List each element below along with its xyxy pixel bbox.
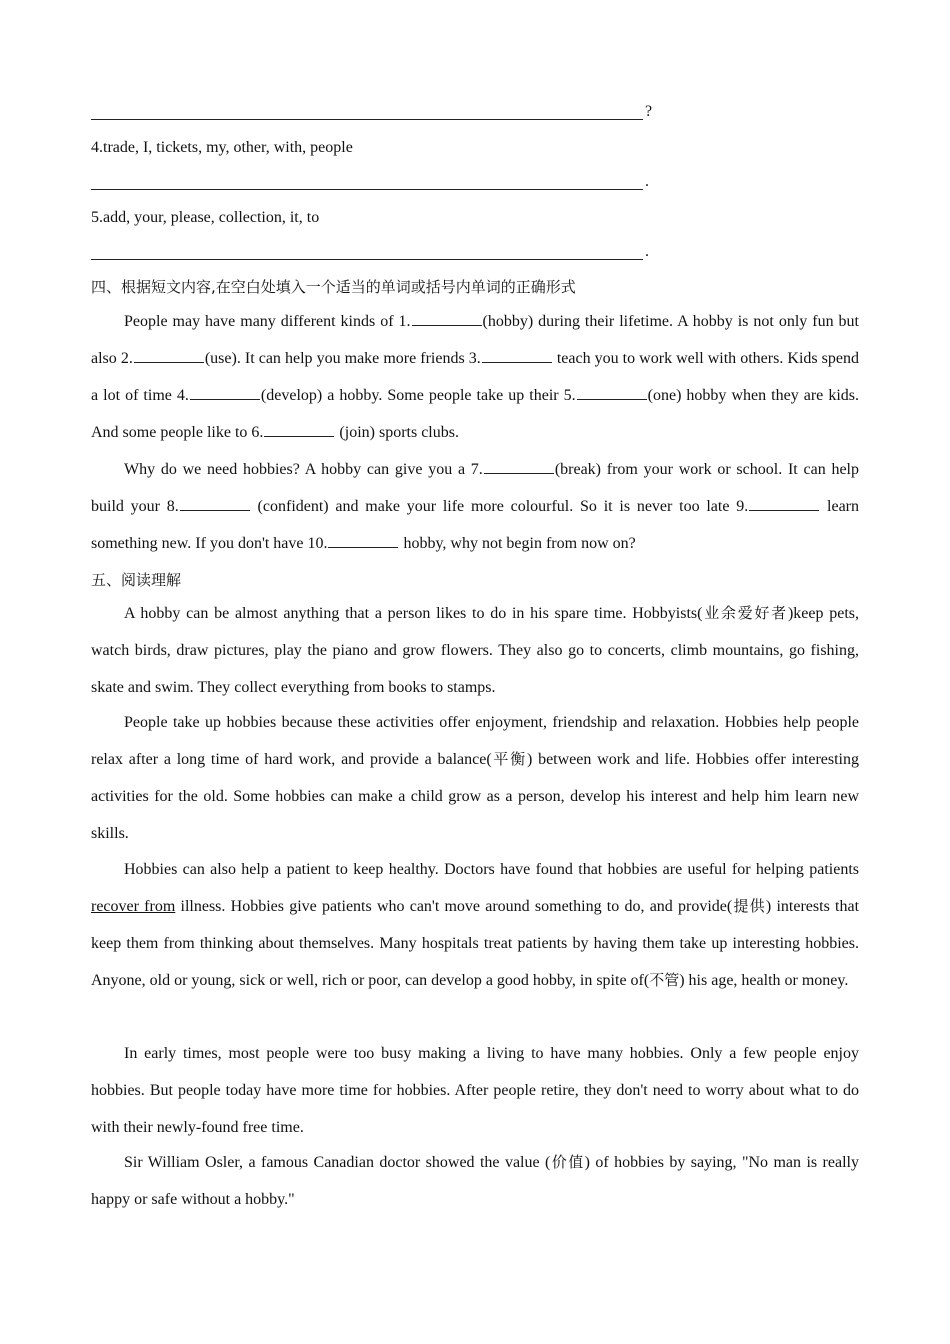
answer-line-4-end: .	[645, 173, 649, 190]
cloze-text: (develop) a hobby. Some people take up their 5.	[260, 387, 576, 404]
blank-7[interactable]	[484, 459, 554, 474]
cloze-text: hobby, why not begin from now on?	[399, 535, 636, 552]
item-4-words: 4.trade, I, tickets, my, other, with, people	[91, 139, 353, 156]
reading-paragraph-4: In early times, most people were too busy making a living to have many hobbies. Only a few people enjoy hobbies. But people today have more time for hobbies. After people retire, they don't need to worry about what to do with their newly-found free time.	[91, 1045, 859, 1136]
reading-paragraph-5	[91, 1144, 859, 1218]
section-4-heading: 四、根据短文内容,在空白处填入一个适当的单词或括号内单词的正确形式	[91, 278, 576, 296]
blank-1[interactable]	[412, 311, 482, 326]
answer-line-5-end: .	[645, 243, 649, 260]
reading-paragraph-1	[91, 595, 859, 706]
blank-10[interactable]	[328, 533, 398, 548]
blank-6[interactable]	[264, 422, 334, 437]
reading-text: illness. Hobbies give patients who can't move around something to do, and provide(	[175, 898, 733, 915]
cloze-paragraph-1	[91, 303, 859, 451]
answer-line-3[interactable]	[91, 119, 643, 120]
reading-paragraph-2	[91, 704, 859, 852]
cloze-text: (one) hobby when they are kids. And some people like to 6.	[91, 387, 859, 441]
reading-text: ) between work and life. Hobbies offer interesting activities for the old. Some hobbies can make a child grow as a person, develop his interest and help him learn new skills.	[91, 751, 859, 842]
cloze-paragraph-2	[91, 451, 859, 562]
cloze-text: (join) sports clubs.	[335, 424, 459, 441]
blank-9[interactable]	[749, 496, 819, 511]
chinese-gloss: 不管	[649, 971, 680, 989]
chinese-gloss: 业余爱好者	[702, 604, 788, 622]
blank-3[interactable]	[482, 348, 552, 363]
cloze-text: learn something new. If you don't have 10.	[91, 498, 860, 552]
cloze-text: Why do we need hobbies? A hobby can give you a 7.	[124, 461, 483, 478]
reading-text: Hobbies can also help a patient to keep healthy. Doctors have found that hobbies are useful for helping patients	[124, 861, 859, 878]
answer-line-5[interactable]	[91, 259, 643, 260]
blank-2[interactable]	[134, 348, 204, 363]
reading-paragraph-3	[91, 851, 859, 999]
reading-text: ) his age, health or money.	[679, 972, 849, 989]
answer-line-3-end: ?	[645, 103, 653, 120]
reading-text: Sir William Osler, a famous Canadian doctor showed the value (	[124, 1154, 551, 1171]
cloze-text: People may have many different kinds of 1.	[124, 313, 411, 330]
reading-text: ) of hobbies by saying, "No man is really happy or safe without a hobby."	[91, 1154, 859, 1208]
cloze-text: (hobby) during their lifetime. A hobby is not only fun but also 2.	[91, 313, 859, 367]
reading-text: ) interests that keep them from thinking about themselves. Many hospitals treat patients by having them take up interesting hobbies. Anyone, old or young, sick or well, rich or poor, can develop a good hobby, in spite of(	[91, 898, 860, 989]
blank-4[interactable]	[190, 385, 260, 400]
reading-text: People take up hobbies because these activities offer enjoyment, friendship and relaxation. Hobbies help people relax after a long time of hard work, and provide a balance(	[91, 714, 859, 768]
reading-text: )keep pets, watch birds, draw pictures, play the piano and grow flowers. They also go to concerts, climb mountains, go fishing, skate and swim. They collect everything from books to stamps.	[91, 605, 859, 696]
chinese-gloss: 平衡	[491, 750, 527, 768]
chinese-gloss: 价值	[550, 1153, 585, 1171]
blank-8[interactable]	[180, 496, 250, 511]
cloze-text: (confident) and make your life more colourful. So it is never too late 9.	[250, 498, 749, 515]
underlined-phrase: recover from	[91, 898, 176, 915]
cloze-text: (break) from your work or school. It can help build your 8.	[91, 461, 859, 515]
answer-line-4[interactable]	[91, 189, 643, 190]
section-5-heading: 五、阅读理解	[91, 571, 182, 589]
blank-5[interactable]	[577, 385, 647, 400]
reading-text: A hobby can be almost anything that a person likes to do in his spare time. Hobbyists(	[124, 605, 703, 622]
item-5-words: 5.add, your, please, collection, it, to	[91, 209, 320, 226]
cloze-text: (use). It can help you make more friends 3.	[204, 350, 481, 367]
cloze-text: teach you to work well with others. Kids spend a lot of time 4.	[91, 350, 860, 404]
chinese-gloss: 提供	[732, 897, 766, 915]
